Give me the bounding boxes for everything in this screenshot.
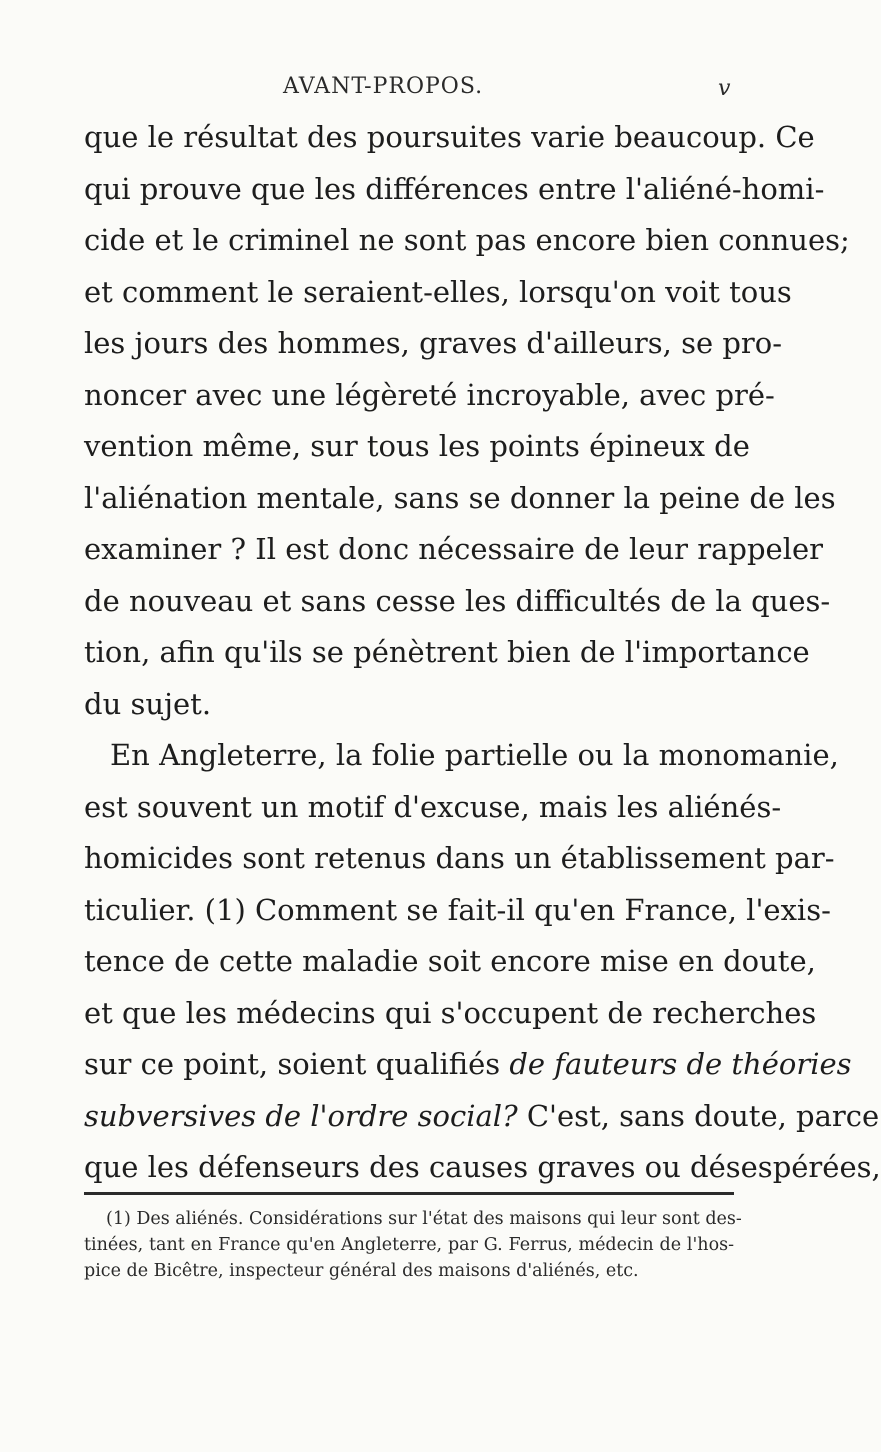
footnote-line: tinées, tant en France qu'en Angleterre, par G. Ferrus, médecin de l'hos-: [84, 1235, 734, 1255]
text-segment: C'est, sans doute, parce: [517, 1098, 880, 1133]
text-line: de nouveau et sans cesse les difficultés de la ques-: [84, 583, 831, 618]
italic-phrase: de fauteurs de théories: [509, 1047, 852, 1081]
text-line: est souvent un motif d'excuse, mais les aliénés-: [84, 789, 782, 824]
footnote-line: (1) Des aliénés. Considérations sur l'état des maisons qui leur sont des-: [106, 1209, 742, 1229]
text-line-mixed: [84, 1039, 852, 1091]
text-line: l'aliénation mentale, sans se donner la peine de les: [84, 480, 836, 515]
page-number: v: [718, 76, 731, 101]
footnote-line: pice de Bicêtre, inspecteur général des maisons d'aliénés, etc.: [84, 1261, 639, 1281]
text-segment: sur ce point, soient qualifiés: [84, 1047, 501, 1081]
text-line: noncer avec une légèreté incroyable, avec pré-: [84, 377, 775, 412]
running-title: AVANT-PROPOS.: [283, 74, 484, 99]
footnote-rule: [84, 1192, 734, 1195]
text-line: que les défenseurs des causes graves ou désespérées,: [84, 1150, 881, 1184]
footnote: [84, 1206, 742, 1284]
body-text: [84, 112, 881, 1194]
text-line-mixed: [84, 1091, 880, 1143]
text-line: les jours des hommes, graves d'ailleurs, se pro-: [84, 326, 783, 360]
text-line: que le résultat des poursuites varie beaucoup. Ce: [84, 120, 815, 154]
text-line: et que les médecins qui s'occupent de recherches: [84, 995, 817, 1030]
text-line: du sujet.: [84, 686, 212, 721]
text-line: qui prouve que les différences entre l'aliéné-homi-: [84, 171, 825, 206]
text-line: En Angleterre, la folie partielle ou la monomanie,: [110, 738, 839, 772]
text-line: tence de cette maladie soit encore mise en doute,: [84, 944, 816, 978]
text-line: examiner ? Il est donc nécessaire de leur rappeler: [84, 532, 823, 566]
text-line: cide et le criminel ne sont pas encore bien connues;: [84, 223, 850, 257]
text-line: et comment le seraient-elles, lorsqu'on voit tous: [84, 274, 792, 309]
text-line: homicides sont retenus dans un établissement par-: [84, 841, 835, 875]
text-line: tion, afin qu'ils se pénètrent bien de l'importance: [84, 635, 810, 669]
text-line: vention même, sur tous les points épineux de: [84, 429, 750, 463]
text-line: ticulier. (1) Comment se fait-il qu'en France, l'exis-: [84, 892, 831, 927]
italic-phrase: subversives de l'ordre social?: [84, 1098, 518, 1133]
